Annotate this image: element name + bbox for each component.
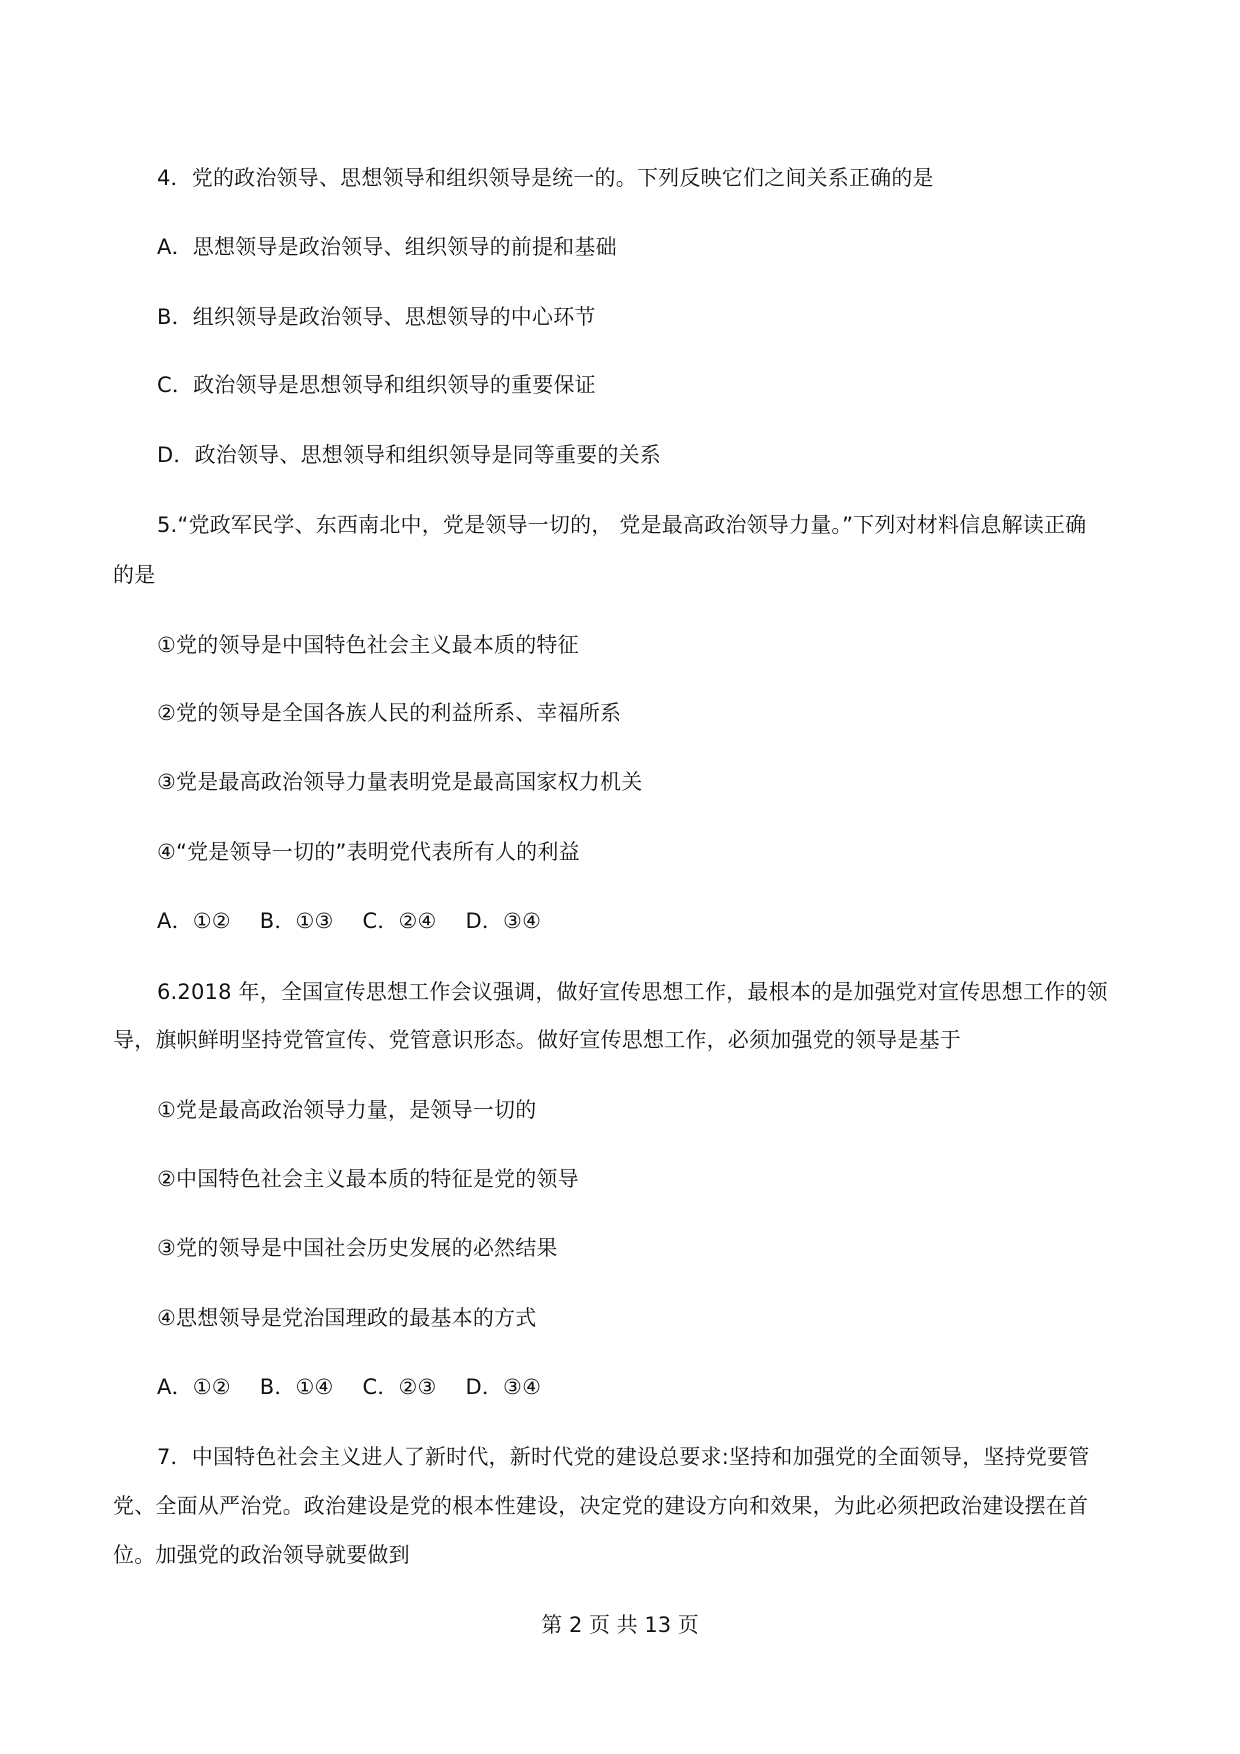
question-6-statement-4: ④思想领导是党治国理政的最基本的方式 — [157, 1306, 537, 1330]
question-6-choices — [157, 1374, 563, 1400]
question-5-stem-line-1: 5.“党政军民学、东西南北中，党是领导一切的， 党是最高政治领导力量。”下列对材料信息解读正确 — [157, 513, 1087, 537]
question-5-statement-1: ①党的领导是中国特色社会主义最本质的特征 — [157, 633, 579, 657]
question-5-stem-line-2: 的是 — [113, 563, 156, 587]
question-5-choices — [157, 908, 563, 934]
question-5-statement-4: ④“党是领导一切的”表明党代表所有人的利益 — [157, 840, 580, 864]
question-6-stem-line-2: 导，旗帜鲜明坚持党管宣传、党管意识形态。做好宣传思想工作，必须加强党的领导是基于 — [113, 1028, 961, 1052]
question-6-choice-b: B．①④ — [259, 1375, 334, 1399]
question-5-statement-3: ③党是最高政治领导力量表明党是最高国家权力机关 — [157, 770, 643, 794]
question-4-choice-b: B．组织领导是政治领导、思想领导的中心环节 — [157, 305, 596, 329]
question-7-stem-line-1: 7．中国特色社会主义进人了新时代，新时代党的建设总要求:坚持和加强党的全面领导，坚持党要管 — [157, 1445, 1090, 1469]
question-7-stem-line-2: 党、全面从严治党。政治建设是党的根本性建设，决定党的建设方向和效果，为此必须把政治建设摆在首 — [113, 1494, 1089, 1518]
question-6-choice-c: C．②③ — [362, 1375, 437, 1399]
question-6-statement-2: ②中国特色社会主义最本质的特征是党的领导 — [157, 1167, 579, 1191]
question-6-statement-3: ③党的领导是中国社会历史发展的必然结果 — [157, 1236, 558, 1260]
question-4-choice-d: D．政治领导、思想领导和组织领导是同等重要的关系 — [157, 443, 661, 467]
question-5-choice-b: B．①③ — [259, 909, 334, 933]
question-6-stem-line-1: 6.2018 年，全国宣传思想工作会议强调，做好宣传思想工作，最根本的是加强党对宣传思想工作的领 — [157, 980, 1108, 1004]
question-6-choice-d: D．③④ — [465, 1375, 542, 1399]
question-7-stem-line-3: 位。加强党的政治领导就要做到 — [113, 1543, 410, 1567]
page-number-footer: 第 2 页 共 13 页 — [541, 1613, 699, 1637]
question-4-choice-a: A．思想领导是政治领导、组织领导的前提和基础 — [157, 235, 617, 259]
question-4-choice-c: C．政治领导是思想领导和组织领导的重要保证 — [157, 373, 596, 397]
question-5-choice-a: A．①② — [157, 909, 231, 933]
question-5-choice-d: D．③④ — [465, 909, 542, 933]
question-4-stem: 4．党的政治领导、思想领导和组织领导是统一的。下列反映它们之间关系正确的是 — [157, 166, 934, 190]
question-5-choice-c: C．②④ — [362, 909, 437, 933]
question-6-statement-1: ①党是最高政治领导力量，是领导一切的 — [157, 1098, 537, 1122]
question-5-statement-2: ②党的领导是全国各族人民的利益所系、幸福所系 — [157, 701, 622, 725]
question-6-choice-a: A．①② — [157, 1375, 231, 1399]
